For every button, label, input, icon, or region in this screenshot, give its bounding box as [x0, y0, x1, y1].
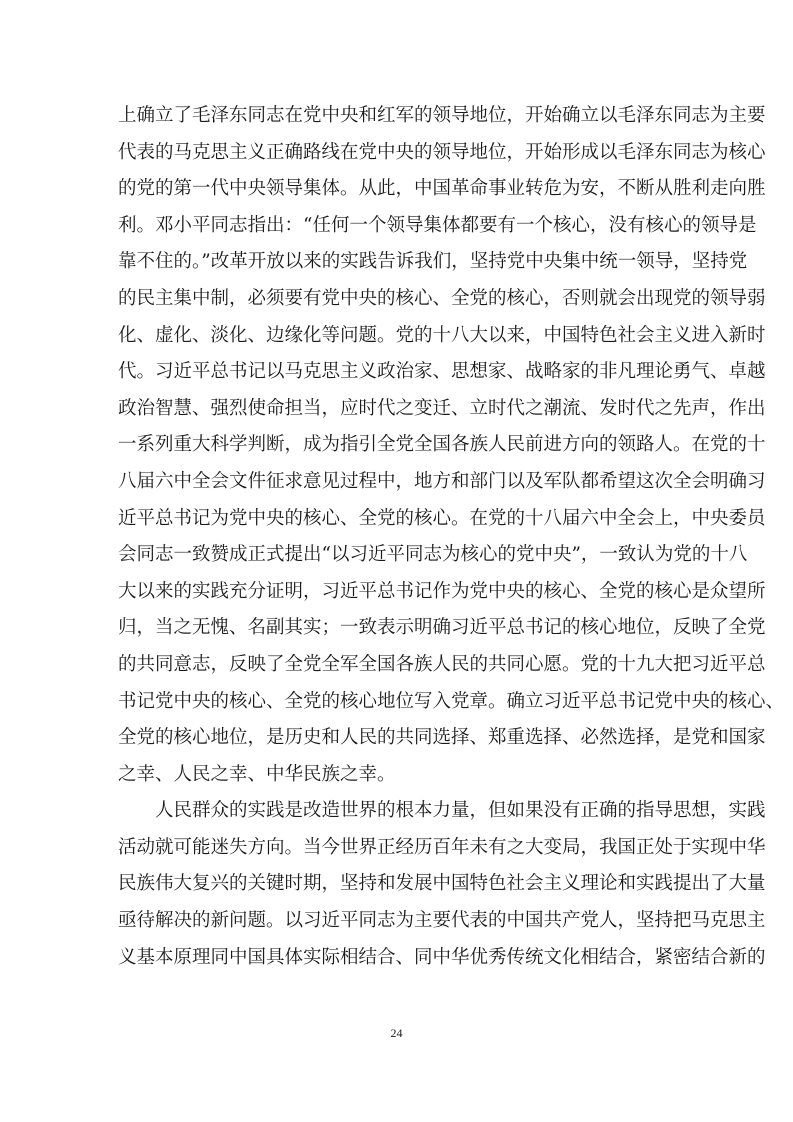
- text-line: 的党的第一代中央领导集体。从此，中国革命事业转危为安，不断从胜利走向胜: [118, 178, 766, 200]
- page-number: 24: [390, 1026, 403, 1040]
- text-line: 的民主集中制，必须要有党中央的核心、全党的核心，否则就会出现党的领导弱: [118, 287, 766, 309]
- text-line: 的共同意志，反映了全党全军全国各族人民的共同心愿。党的十九大把习近平总: [118, 653, 766, 675]
- text-line: 上确立了毛泽东同志在党中央和红军的领导地位，开始确立以毛泽东同志为主要: [118, 105, 766, 126]
- text-line: 八届六中全会文件征求意见过程中，地方和部门以及军队都希望这次全会明确习: [118, 470, 766, 492]
- text-line: 活动就可能迷失方向。当今世界正经历百年未有之大变局，我国正处于实现中华: [118, 836, 766, 858]
- text-line: 会同志一致赞成正式提出“以习近平同志为核心的党中央”，一致认为党的十八: [118, 544, 748, 566]
- text-line: 靠不住的。”改革开放以来的实践告诉我们，坚持党中央集中统一领导，坚持党: [118, 251, 748, 273]
- text-line: 化、虚化、淡化、边缘化等问题。党的十八大以来，中国特色社会主义进入新时: [118, 324, 766, 346]
- text-line: 大以来的实践充分证明，习近平总书记作为党中央的核心、全党的核心是众望所: [118, 580, 766, 602]
- text-line: 代表的马克思主义正确路线在党中央的领导地位，开始形成以毛泽东同志为核心: [118, 141, 766, 163]
- text-line: 亟待解决的新问题。以习近平同志为主要代表的中国共产党人，坚持把马克思主: [118, 910, 766, 932]
- text-line: 近平总书记为党中央的核心、全党的核心。在党的十八届六中全会上，中央委员: [118, 507, 766, 529]
- text-line: 一系列重大科学判断，成为指引全党全国各族人民前进方向的领路人。在党的十: [118, 434, 766, 456]
- body-text: [118, 98, 785, 976]
- text-line: 义基本原理同中国具体实际相结合、同中华优秀传统文化相结合，紧密结合新的: [118, 946, 766, 968]
- text-line: 利。邓小平同志指出：“任何一个领导集体都要有一个核心，没有核心的领导是: [118, 214, 757, 236]
- text-line: 之幸、人民之幸、中华民族之幸。: [118, 763, 396, 785]
- text-line: 全党的核心地位，是历史和人民的共同选择、郑重选择、必然选择，是党和国家: [118, 727, 766, 749]
- text-line: 政治智慧、强烈使命担当，应时代之变迁、立时代之潮流、发时代之先声，作出: [118, 397, 766, 419]
- text-line: 归，当之无愧、名副其实；一致表示明确习近平总书记的核心地位，反映了全党: [118, 617, 766, 639]
- text-line: 民族伟大复兴的关键时期，坚持和发展中国特色社会主义理论和实践提出了大量: [118, 873, 766, 895]
- text-line: 书记党中央的核心、全党的核心地位写入党章。确立习近平总书记党中央的核心、: [118, 690, 785, 712]
- text-line: 人民群众的实践是改造世界的根本力量，但如果没有正确的指导思想，实践: [155, 800, 766, 822]
- text-line: 代。习近平总书记以马克思主义政治家、思想家、战略家的非凡理论勇气、卓越: [118, 361, 766, 383]
